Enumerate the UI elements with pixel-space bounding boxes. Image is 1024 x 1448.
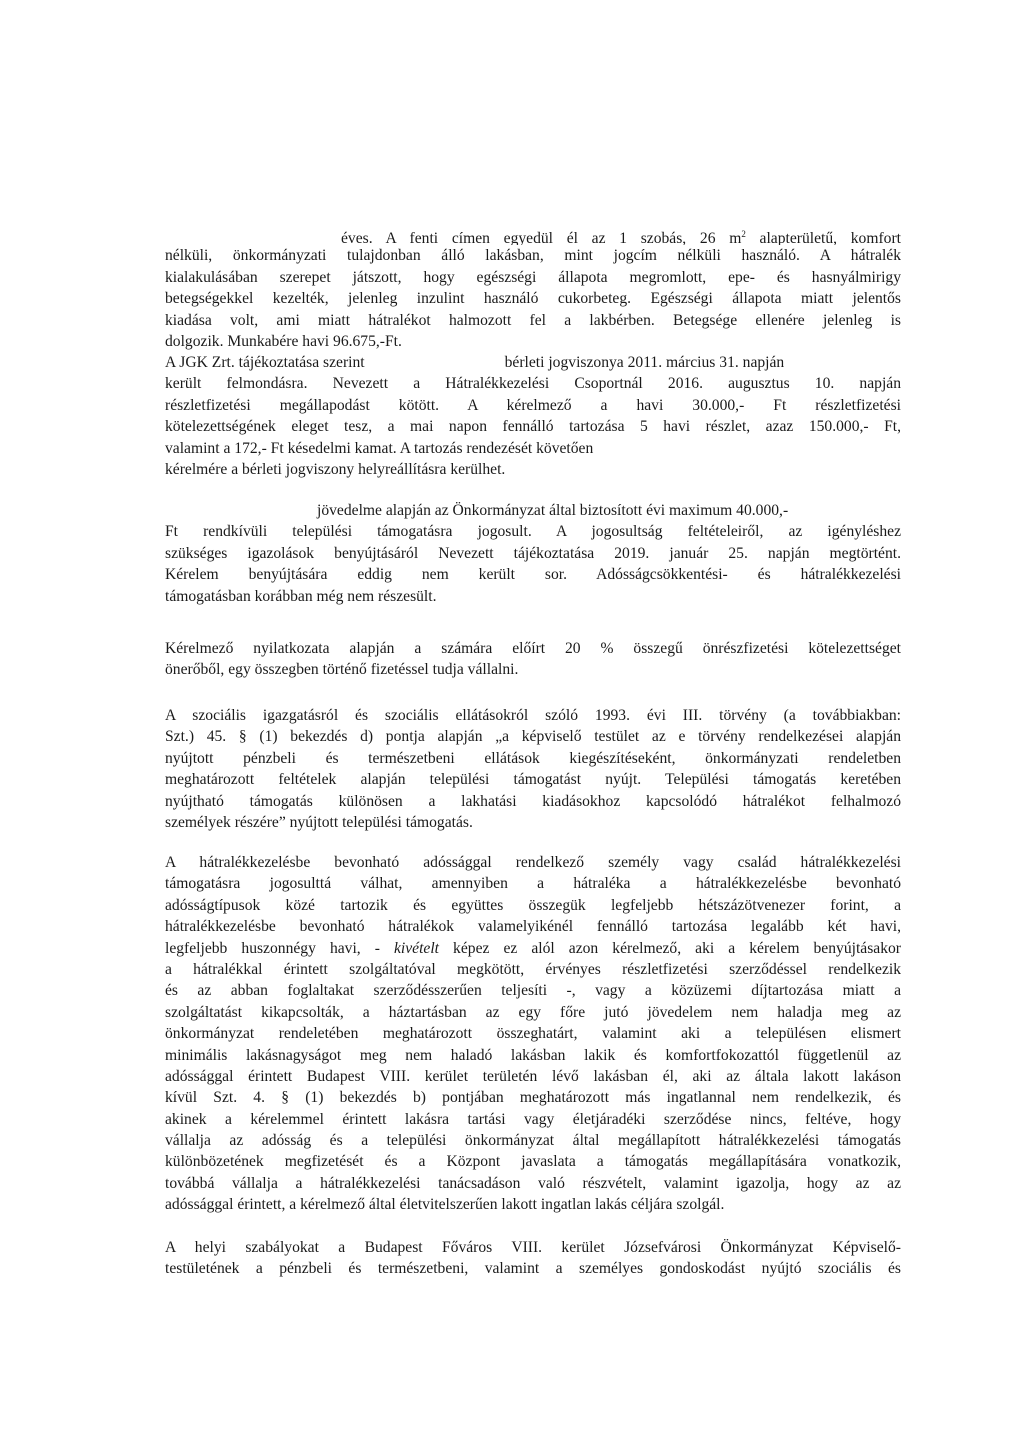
text-line: került felmondásra. Nevezett a Hátralékkezelési Csoportnál 2016. augusztus 10. napján [165,375,901,393]
paragraph-debt-management-conditions [165,852,901,1216]
text-segment: képez ez alól azon kérelmező, aki a kérelem benyújtásakor [439,939,901,957]
text-line: betegségekkel kezelték, jelenleg inzulint használó cukorbeteg. Egészségi állapota miatt jelentős [165,290,901,308]
text-line: kötelezettségének eleget tesz, a mai napon fennálló tartozása 5 havi részlet, azaz 150.000,- Ft, [165,418,901,436]
paragraph-local-rules [165,1237,901,1280]
text-line: kiadása volt, ami miatt hátralékot halmozott fel a lakbérben. Betegsége ellenére jelenleg is [165,311,901,329]
text-line: A hátralékkezelésbe bevonható adóssággal rendelkező személy vagy család hátralékkezelési [165,854,901,871]
text-line: adósságtípusok közé tartozik és együttes összegük legfeljebb hétszázötvenezer forint, a [165,896,901,914]
text-segment: alapterületű, komfort [745,230,901,246]
text-line: Kérelem benyújtására eddig nem került sor. Adósságcsökkentési- és hátralékkezelési [165,566,901,584]
text-line: meghatározott feltételek alapján települési támogatást nyújt. Települési támogatás keretében [165,771,901,789]
text-line: önkormányzat rendeletében meghatározott összeghatárt, valamint aki a településen elismert [165,1025,901,1043]
text-line: továbbá vállalja a hátralékkezelési tanácsadáson való részvételt, valamint igazolja, hogy az az [165,1174,901,1192]
text-line: kialakulásában szerepet játszott, hogy egészségi állapota megromlott, epe- és hasnyálmirigy [165,268,901,286]
text-line: különbözetének megfizetését és a Központ javaslata a támogatás megállapítására vonatkozik, [165,1153,901,1171]
text-line: minimális lakásnagyságot meg nem haladó lakásban lakik és komfortfokozattól függetlenül az [165,1046,901,1064]
text-line: Szt.) 45. § (1) bekezdés d) pontja alapján „a képviselő testület az e törvény rendelkezései alapján [165,728,901,746]
text-line: nélküli, önkormányzati tulajdonban álló lakásban, mint jogcím nélküli használó. A hátralék [165,247,901,265]
text-line: hátralékkezelésbe bevonható hátralékok valamelyikénél fennálló tartozása legalább két havi, [165,918,901,936]
text-line [165,352,901,373]
text-line: kívül Szt. 4. § (1) bekezdés b) pontjában meghatározott más ingatlannal nem rendelkezik, és [165,1089,901,1107]
text-line: személyek részére” nyújtott települési támogatás. [165,813,473,831]
text-line: nyújtott pénzbeli és természetbeni ellátások kiegészítéseként, önkormányzati rendeletben [165,749,901,767]
text-line: A helyi szabályokat a Budapest Főváros VIII. kerület Józsefvárosi Önkormányzat Képviselő- [165,1239,901,1256]
text-segment: A JGK Zrt. tájékoztatása szerint [165,354,365,371]
italic-text: kivételt [393,939,439,957]
text-line: a hátralékkal érintett szolgáltatóval megkötött, érvényes részletfizetési szerződéssel rendelkezik [165,960,901,978]
paragraph-jgk-information [165,352,901,480]
text-line: vállalja az adósság és a települési önkormányzat által megállapított hátralékkezelési támogatás [165,1132,901,1150]
text-line: akinek a kérelemmel érintett lakásra tartási vagy életjáradéki szerződése nincs, feltéve, hogy [165,1110,901,1128]
text-line: nyújtható támogatás különösen a lakhatási kiadásokhoz kapcsolódó hátralékot felhalmozó [165,792,901,810]
paragraph-self-contribution [165,638,901,681]
text-line: adóssággal érintett Budapest VIII. kerület területén lévő lakásban él, aki az általa lakott lakáson [165,1067,901,1085]
text-line: valamint a 172,- Ft késedelmi kamat. A tartozás rendezését követően [165,439,594,457]
text-line: A szociális igazgatásról és szociális ellátásokról szóló 1993. évi III. törvény (a továbbiakban: [165,707,901,724]
text-segment: bérleti jogviszonya 2011. március 31. napján [504,354,785,371]
text-line: és az abban foglaltakat szerződésszerűen teljesíti -, vagy a közüzemi díjtartozása miatt a [165,982,901,1000]
paragraph-tenant-situation [165,224,901,352]
text-segment: legfeljebb huszonnégy havi, - [165,939,394,957]
text-line: támogatásra jogosulttá válhat, amennyiben a hátraléka a hátralékkezelésbe bevonható [165,875,901,893]
text-line [165,938,901,959]
text-line: dolgozik. Munkabére havi 96.675,-Ft. [165,332,402,350]
text-line: önerőből, egy összegben történő fizetéssel tudja vállalni. [165,661,519,679]
text-line: adóssággal érintett, a kérelmező által életvitelszerűen lakott ingatlan lakás céljára szolgál. [165,1196,725,1214]
text-line: szolgáltatást kikapcsolták, a háztartásban az egy főre jutó jövedelem nem haladja meg az [165,1003,901,1021]
text-line: Kérelmező nyilatkozata alapján a számára előírt 20 % összegű önrészfizetési kötelezettséget [165,640,901,657]
text-line [165,224,901,245]
paragraph-legal-basis [165,705,901,833]
text-line: testületének a pénzbeli és természetbeni, valamint a személyes gondoskodást nyújtó szociális és [165,1260,901,1278]
text-line: támogatásban korábban még nem részesült. [165,587,437,605]
paragraph-income-eligibility [165,500,901,607]
text-segment: éves. A fenti címen egyedül él az 1 szobás, 26 m [341,230,742,246]
superscript: 2 [741,229,746,239]
text-line: kérelmére a bérleti jogviszony helyreállításra kerülhet. [165,460,506,478]
text-line: szükséges igazolások benyújtásáról Nevezett tájékoztatása 2019. január 25. napján megtörtént. [165,544,901,562]
text-line: részletfizetési megállapodást kötött. A kérelmező a havi 30.000,- Ft részletfizetési [165,396,901,414]
text-line: Ft rendkívüli települési támogatásra jogosult. A jogosultság feltételeiről, az igényléshez [165,523,901,541]
text-line: jövedelme alapján az Önkormányzat által biztosított évi maximum 40.000,- [317,502,789,519]
